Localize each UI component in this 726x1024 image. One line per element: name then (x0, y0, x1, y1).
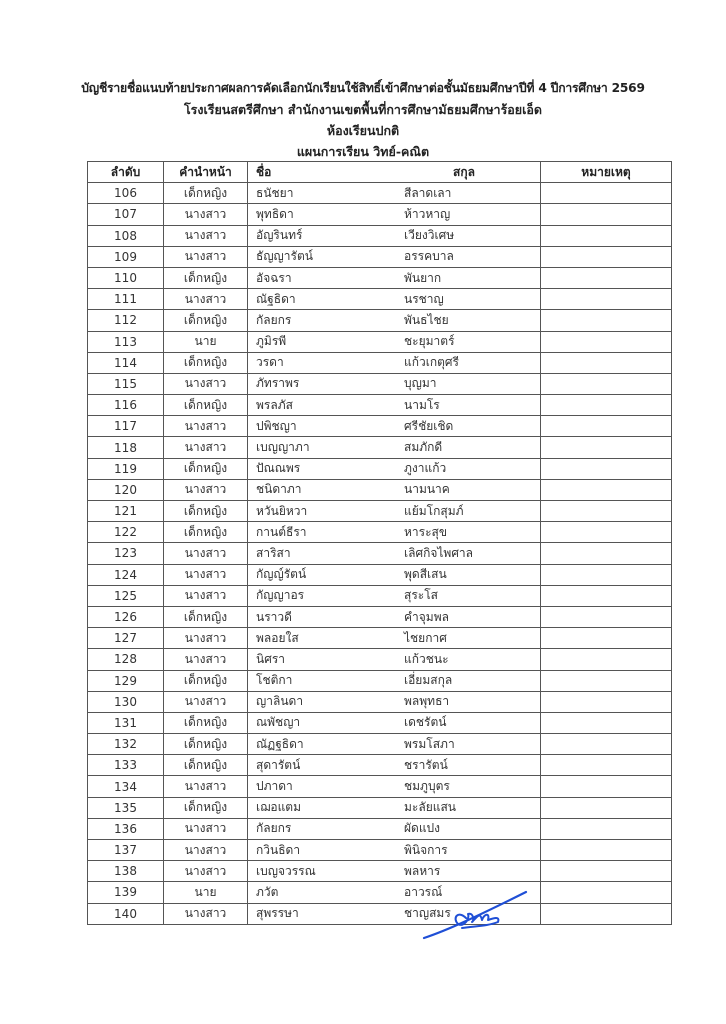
cell-no: 130 (88, 691, 164, 712)
table-row (88, 734, 672, 755)
cell-name (248, 840, 541, 861)
cell-last-name: เอี่ยมสกุล (404, 673, 453, 688)
cell-last-name: ชมภูบุตร (404, 779, 450, 794)
cell-remark (541, 691, 672, 712)
cell-title: นางสาว (164, 903, 248, 924)
cell-remark (541, 670, 672, 691)
cell-no: 111 (88, 289, 164, 310)
cell-first-name: พุทธิดา (256, 206, 294, 221)
cell-no: 122 (88, 522, 164, 543)
cell-title: นางสาว (164, 437, 248, 458)
cell-first-name: ปภาดา (256, 779, 293, 794)
cell-last-name: ไชยกาศ (404, 630, 447, 645)
cell-remark (541, 246, 672, 267)
cell-remark (541, 649, 672, 670)
table-row (88, 373, 672, 394)
cell-last-name: แก้วชนะ (404, 651, 449, 666)
cell-first-name: สุพรรษา (256, 906, 299, 921)
cell-remark (541, 564, 672, 585)
cell-title: นางสาว (164, 204, 248, 225)
cell-last-name: สีลาดเลา (404, 185, 452, 200)
table-row (88, 564, 672, 585)
cell-name (248, 606, 541, 627)
cell-first-name: พลอยใส (256, 630, 299, 645)
cell-no: 138 (88, 861, 164, 882)
cell-no: 115 (88, 373, 164, 394)
table-header-row (88, 162, 672, 183)
cell-first-name: ชนิดาภา (256, 482, 302, 497)
table-row (88, 691, 672, 712)
cell-first-name: ธนัชยา (256, 185, 294, 200)
cell-first-name: เบญจวรรณ (256, 863, 316, 878)
cell-last-name: ภูงาแก้ว (404, 461, 447, 476)
cell-first-name: กัญญาอร (256, 588, 305, 603)
table-row (88, 225, 672, 246)
table-row (88, 818, 672, 839)
cell-name (248, 204, 541, 225)
cell-remark (541, 501, 672, 522)
cell-last-name: พุดสีเสน (404, 567, 447, 582)
cell-remark (541, 818, 672, 839)
signature-scribble (456, 914, 499, 928)
cell-first-name: ณพัชญา (256, 715, 301, 730)
table-row (88, 861, 672, 882)
cell-name (248, 797, 541, 818)
cell-first-name: ภัทราพร (256, 376, 300, 391)
column-header-name (248, 162, 541, 183)
cell-last-name: เดชรัตน์ (404, 715, 447, 730)
cell-no: 123 (88, 543, 164, 564)
cell-first-name: เบญญาภา (256, 440, 310, 455)
table-row (88, 246, 672, 267)
cell-first-name: โชติกา (256, 673, 293, 688)
cell-title: นางสาว (164, 818, 248, 839)
cell-no: 116 (88, 395, 164, 416)
table-row (88, 606, 672, 627)
cell-no: 112 (88, 310, 164, 331)
signature-stroke (424, 892, 526, 938)
signature (418, 886, 538, 941)
cell-last-name: ศรีชัยเชิด (404, 418, 454, 433)
table-row (88, 882, 672, 903)
cell-remark (541, 903, 672, 924)
cell-name (248, 670, 541, 691)
cell-title: เด็กหญิง (164, 755, 248, 776)
cell-last-name: แก้วเกตุศรี (404, 355, 459, 370)
cell-no: 117 (88, 416, 164, 437)
cell-first-name: ภวัต (256, 884, 279, 899)
cell-remark (541, 861, 672, 882)
cell-first-name: กวินธิดา (256, 842, 301, 857)
cell-name (248, 267, 541, 288)
cell-no: 132 (88, 734, 164, 755)
cell-title: นางสาว (164, 373, 248, 394)
classroom-type: ห้องเรียนปกติ (326, 123, 400, 138)
cell-title: นางสาว (164, 225, 248, 246)
cell-no: 126 (88, 606, 164, 627)
cell-last-name: สมภักดี (404, 440, 443, 455)
cell-title: นางสาว (164, 289, 248, 310)
table-row (88, 416, 672, 437)
cell-title: นาย (164, 882, 248, 903)
cell-last-name: อาวรณ์ (404, 884, 443, 899)
cell-first-name: กัลยกร (256, 312, 292, 327)
cell-first-name: นิศรา (256, 651, 286, 666)
cell-no: 108 (88, 225, 164, 246)
cell-name (248, 373, 541, 394)
cell-name (248, 225, 541, 246)
column-header-title: คำนำหน้า (164, 162, 248, 183)
cell-first-name: เฌอแตม (256, 800, 301, 815)
cell-title: เด็กหญิง (164, 712, 248, 733)
cell-first-name: อัจฉรา (256, 270, 292, 285)
cell-last-name: พันธไชย (404, 312, 449, 327)
cell-last-name: บุญมา (404, 376, 437, 391)
table-row (88, 437, 672, 458)
table-row (88, 670, 672, 691)
cell-remark (541, 331, 672, 352)
cell-first-name: ณัฏฐธิดา (256, 736, 304, 751)
student-roster-table (87, 161, 672, 925)
cell-first-name: อัญรินทร์ (256, 228, 303, 243)
table-row (88, 331, 672, 352)
cell-name (248, 543, 541, 564)
cell-no: 110 (88, 267, 164, 288)
cell-last-name: หาระสุข (404, 524, 448, 539)
cell-name (248, 522, 541, 543)
cell-name (248, 755, 541, 776)
cell-no: 129 (88, 670, 164, 691)
cell-no: 135 (88, 797, 164, 818)
cell-last-name: ชาญสมร (404, 906, 451, 921)
cell-name (248, 564, 541, 585)
cell-name (248, 734, 541, 755)
cell-title: นางสาว (164, 479, 248, 500)
cell-remark (541, 395, 672, 416)
cell-last-name: พินิจการ (404, 842, 448, 857)
cell-remark (541, 267, 672, 288)
cell-first-name: สาริสา (256, 545, 291, 560)
table-row (88, 712, 672, 733)
cell-last-name: สุระโส (404, 588, 438, 603)
table-row (88, 755, 672, 776)
cell-title: นางสาว (164, 776, 248, 797)
cell-remark (541, 310, 672, 331)
cell-remark (541, 628, 672, 649)
cell-no: 124 (88, 564, 164, 585)
cell-title: นางสาว (164, 543, 248, 564)
cell-last-name: พันยาก (404, 270, 442, 285)
cell-last-name: แย้มโกสุมภ์ (404, 503, 464, 518)
cell-last-name: พลหาร (404, 863, 441, 878)
cell-remark (541, 289, 672, 310)
cell-title: นางสาว (164, 691, 248, 712)
cell-last-name: ชรารัตน์ (404, 757, 448, 772)
cell-title: เด็กหญิง (164, 734, 248, 755)
cell-name (248, 585, 541, 606)
cell-first-name: หวันยิหวา (256, 503, 308, 518)
cell-first-name: ณัฐธิดา (256, 291, 296, 306)
cell-title: เด็กหญิง (164, 395, 248, 416)
table-row (88, 585, 672, 606)
document-title: บัญชีรายชื่อแนบท้ายประกาศผลการคัดเลือกนักเรียนใช้สิทธิ์เข้าศึกษาต่อชั้นมัธยมศึกษาปีที่ 4 ปีการศึกษา 2569 (81, 81, 645, 95)
cell-no: 134 (88, 776, 164, 797)
cell-no: 107 (88, 204, 164, 225)
cell-title: นางสาว (164, 416, 248, 437)
cell-title: เด็กหญิง (164, 522, 248, 543)
cell-first-name: ธัญญารัตน์ (256, 249, 313, 264)
cell-title: นางสาว (164, 246, 248, 267)
cell-last-name: ชะยุมาตร์ (404, 334, 455, 349)
column-header-last-name: สกุล (453, 164, 475, 179)
cell-last-name: เลิศกิจไพศาล (404, 545, 474, 560)
cell-last-name: คำจุมพล (404, 609, 449, 624)
cell-name (248, 246, 541, 267)
cell-no: 131 (88, 712, 164, 733)
cell-remark (541, 776, 672, 797)
study-plan: แผนการเรียน วิทย์-คณิต (296, 144, 430, 159)
table-row (88, 310, 672, 331)
cell-title: นางสาว (164, 861, 248, 882)
table-row (88, 522, 672, 543)
cell-first-name: ปพิชญา (256, 418, 297, 433)
cell-name (248, 289, 541, 310)
table-row (88, 903, 672, 924)
cell-remark (541, 416, 672, 437)
cell-remark (541, 522, 672, 543)
cell-no: 106 (88, 183, 164, 204)
cell-last-name: พลพุทธา (404, 694, 450, 709)
cell-no: 128 (88, 649, 164, 670)
cell-last-name: ห้าวหาญ (404, 206, 451, 221)
table-row (88, 776, 672, 797)
cell-first-name: สุดารัตน์ (256, 757, 301, 772)
cell-remark (541, 479, 672, 500)
cell-name (248, 501, 541, 522)
cell-first-name: นราวดี (256, 609, 292, 624)
cell-last-name: พรมโสภา (404, 736, 455, 751)
table-row (88, 628, 672, 649)
cell-name (248, 628, 541, 649)
column-header-no: ลำดับ (88, 162, 164, 183)
cell-first-name: ภูมิรพี (256, 334, 287, 349)
cell-name (248, 861, 541, 882)
cell-last-name: อรรคบาล (404, 249, 454, 264)
cell-last-name: นรชาญ (404, 291, 444, 306)
cell-title: นางสาว (164, 840, 248, 861)
cell-no: 119 (88, 458, 164, 479)
cell-remark (541, 543, 672, 564)
cell-name (248, 331, 541, 352)
cell-name (248, 776, 541, 797)
table-row (88, 289, 672, 310)
cell-title: นาย (164, 331, 248, 352)
cell-no: 114 (88, 352, 164, 373)
cell-first-name: พรลภัส (256, 397, 293, 412)
table-row (88, 543, 672, 564)
cell-no: 113 (88, 331, 164, 352)
cell-title: นางสาว (164, 564, 248, 585)
cell-no: 120 (88, 479, 164, 500)
table-row (88, 183, 672, 204)
cell-name (248, 352, 541, 373)
school-name: โรงเรียนสตรีศึกษา สำนักงานเขตพื้นที่การศึกษามัธยมศึกษาร้อยเอ็ด (183, 102, 543, 117)
cell-remark (541, 797, 672, 818)
cell-no: 133 (88, 755, 164, 776)
table-row (88, 479, 672, 500)
cell-remark (541, 437, 672, 458)
cell-name (248, 818, 541, 839)
cell-title: เด็กหญิง (164, 606, 248, 627)
cell-remark (541, 712, 672, 733)
cell-last-name: เวียงวิเศษ (404, 228, 455, 243)
cell-no: 137 (88, 840, 164, 861)
cell-remark (541, 225, 672, 246)
cell-name (248, 458, 541, 479)
cell-title: เด็กหญิง (164, 267, 248, 288)
cell-last-name: ผัดแปง (404, 821, 441, 836)
cell-no: 121 (88, 501, 164, 522)
cell-title: เด็กหญิง (164, 670, 248, 691)
table-row (88, 501, 672, 522)
cell-title: เด็กหญิง (164, 352, 248, 373)
cell-title: เด็กหญิง (164, 797, 248, 818)
table-row (88, 352, 672, 373)
cell-remark (541, 373, 672, 394)
cell-no: 136 (88, 818, 164, 839)
cell-name (248, 395, 541, 416)
cell-no: 140 (88, 903, 164, 924)
cell-remark (541, 458, 672, 479)
cell-title: เด็กหญิง (164, 458, 248, 479)
cell-no: 118 (88, 437, 164, 458)
cell-first-name: วรดา (256, 355, 284, 370)
cell-no: 127 (88, 628, 164, 649)
cell-first-name: ปัณณพร (256, 461, 301, 476)
cell-remark (541, 585, 672, 606)
cell-remark (541, 183, 672, 204)
cell-title: เด็กหญิง (164, 183, 248, 204)
cell-first-name: กัลยกร (256, 821, 292, 836)
table-row (88, 649, 672, 670)
cell-remark (541, 352, 672, 373)
cell-last-name: มะลัยแสน (404, 800, 457, 815)
table-row (88, 267, 672, 288)
cell-name (248, 712, 541, 733)
cell-title: นางสาว (164, 585, 248, 606)
cell-no: 125 (88, 585, 164, 606)
cell-no: 109 (88, 246, 164, 267)
table-row (88, 458, 672, 479)
cell-name (248, 437, 541, 458)
cell-name (248, 691, 541, 712)
cell-remark (541, 840, 672, 861)
cell-title: นางสาว (164, 628, 248, 649)
cell-title: เด็กหญิง (164, 501, 248, 522)
cell-remark (541, 755, 672, 776)
cell-name (248, 310, 541, 331)
cell-first-name: กานต์ธีรา (256, 524, 307, 539)
column-header-first-name: ชื่อ (256, 164, 272, 179)
table-row (88, 797, 672, 818)
table-row (88, 840, 672, 861)
cell-first-name: กัญญ์รัตน์ (256, 567, 307, 582)
cell-title: เด็กหญิง (164, 310, 248, 331)
cell-remark (541, 606, 672, 627)
cell-remark (541, 882, 672, 903)
cell-last-name: นามโร (404, 397, 440, 412)
cell-name (248, 183, 541, 204)
cell-first-name: ญาลินดา (256, 694, 304, 709)
cell-remark (541, 204, 672, 225)
cell-name (248, 479, 541, 500)
cell-remark (541, 734, 672, 755)
table-row (88, 204, 672, 225)
cell-name (248, 416, 541, 437)
table-row (88, 395, 672, 416)
cell-name (248, 649, 541, 670)
cell-title: นางสาว (164, 649, 248, 670)
cell-last-name: นามนาค (404, 482, 450, 497)
cell-no: 139 (88, 882, 164, 903)
column-header-remark: หมายเหตุ (541, 162, 672, 183)
